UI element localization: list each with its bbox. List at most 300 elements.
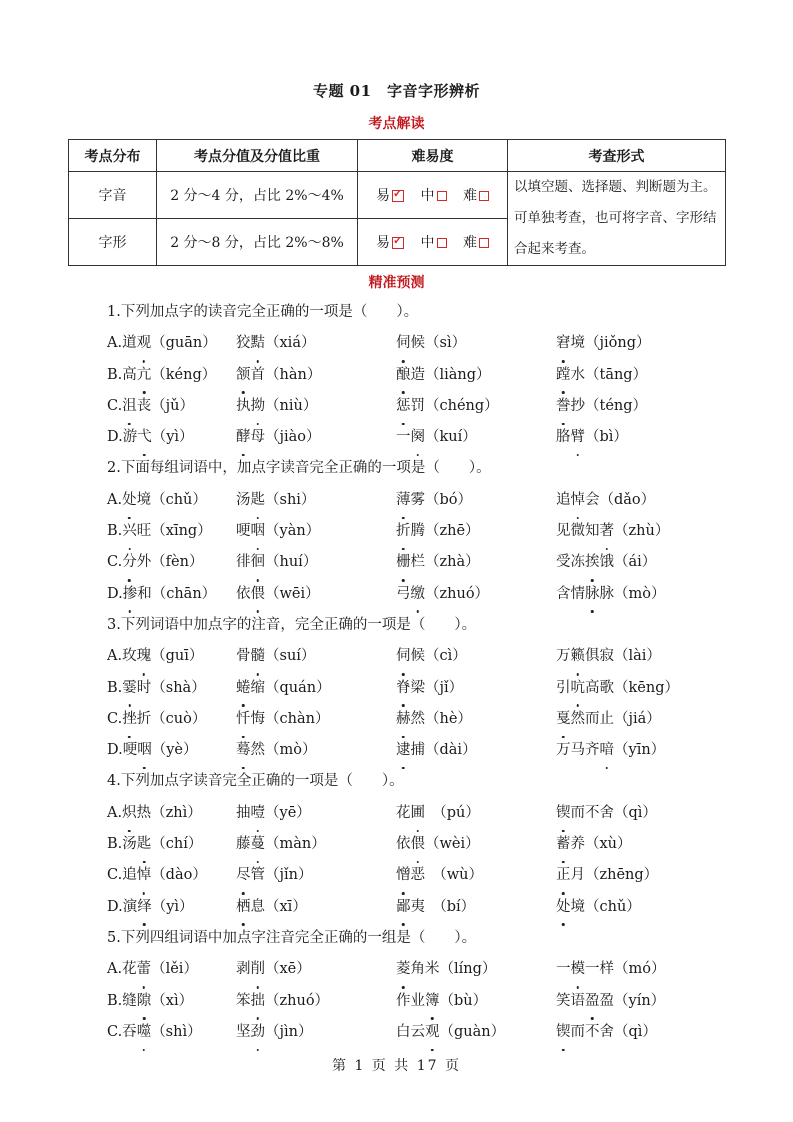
option-item [396,547,480,578]
word-rest-pinyin: 抄（téng） [570,397,648,414]
emphasized-character: 髓 [251,641,266,672]
emphasized-character: 阕 [411,422,426,453]
option-letter: A. [107,804,123,821]
section-heading-prediction: 精准预测 [368,275,425,291]
option-item [107,360,216,391]
option-letter: C. [107,1023,123,1040]
option-item [556,328,650,359]
word-prefix: 演 [122,898,138,915]
option-row [107,986,747,1017]
difficulty-label: 易 [376,188,391,204]
option-item [107,735,198,766]
emphasized-character: 霎 [122,673,137,704]
option-item [107,829,202,860]
word-rest-pinyin: 息（xī） [250,898,307,915]
option-item [107,485,207,516]
option-item [236,829,326,860]
emphasized-character: 拗 [251,391,266,422]
checked-box-icon[interactable] [392,237,404,249]
option-row [107,391,747,422]
option-item [556,673,679,704]
option-item [396,1017,505,1048]
emphasized-character: 沮 [122,391,137,422]
word-prefix: 一 [556,961,571,978]
word-prefix: 受冻 [556,554,585,571]
option-letter: B. [107,366,123,383]
option-item [396,860,483,891]
emphasized-character: 偎 [411,829,426,860]
emphasized-character: 劲 [251,1017,266,1048]
option-item [236,1017,312,1048]
option-item [556,1017,657,1048]
emphasized-character: 栖 [236,892,251,923]
option-item [556,986,665,1017]
word-rest-pinyin: （xē） [265,961,311,978]
empty-box-icon[interactable] [479,238,489,248]
option-letter: A. [107,648,123,665]
option-item [556,485,655,516]
word-rest-pinyin: 母（jiào） [250,429,321,446]
emphasized-character: 酵 [236,422,251,453]
word-rest-pinyin: （màn） [265,836,326,853]
option-item [556,360,647,391]
emphasized-character: 喑 [600,735,615,766]
score-cell: 2 分～4 分，占比 2%～4% [157,172,358,219]
header-topic: 考点分布 [69,140,157,172]
emphasized-character: 戛 [556,704,571,735]
option-letter: C. [107,554,123,571]
word-rest-pinyin: （bì） [585,429,628,446]
empty-box-icon[interactable] [479,191,489,201]
option-row [107,954,747,985]
header-score: 考点分值及分值比重 [157,140,358,172]
difficulty-cell [358,172,508,219]
emphasized-character: 尽 [236,860,251,891]
page-footer: 第 1 页 共 17 页 [332,1058,461,1074]
option-letter: A. [107,491,123,508]
option-row [107,735,747,766]
emphasized-character: 盈 [585,986,600,1017]
document-title: 专题 01 字音字形辨析 [312,82,481,100]
option-item [556,704,661,735]
word-rest-pinyin: 然（hè） [410,710,472,727]
word-prefix: 汤 [122,836,137,853]
word-rest-pinyin: （yì） [151,898,194,915]
difficulty-cell [358,219,508,266]
emphasized-character: 著 [600,516,615,547]
word-prefix: 玫 [122,648,137,665]
option-item [556,391,647,422]
word-rest-pinyin: （dào） [151,867,207,884]
option-item [107,986,193,1017]
option-item [236,547,317,578]
word-prefix: 依 [236,585,251,602]
option-item [556,860,658,891]
word-prefix: 坚 [236,1023,251,1040]
option-item [107,673,206,704]
word-rest-pinyin: （xì） [151,992,194,1009]
word-rest-pinyin: 管（jǐn） [250,867,313,884]
word-rest-pinyin: 外（fèn） [136,554,204,571]
emphasized-character: 观 [425,1017,440,1048]
option-letter: B. [107,992,123,1009]
emphasized-character: 咽 [137,735,152,766]
word-rest-pinyin: 俱寂（lài） [585,648,661,665]
empty-box-icon[interactable] [437,191,447,201]
checked-box-icon[interactable] [392,190,404,202]
option-item [107,422,194,453]
option-item [107,516,212,547]
word-rest-pinyin: （zhuó） [265,992,330,1009]
emphasized-character: 处 [556,892,571,923]
word-prefix: 执 [236,397,251,414]
word-prefix: 含情 [556,585,585,602]
emphasized-character: 挫 [122,704,137,735]
word-prefix: 笨 [236,992,251,1009]
emphasized-character: 亢 [137,360,152,391]
difficulty-label: 中 [420,188,435,204]
emphasized-character: 绎 [137,892,152,923]
question-stem: 2.下面每组词语中，加点字读音完全正确的一项是（ ）。 [107,460,491,477]
option-item [556,579,665,610]
option-item [236,422,321,453]
emphasized-character: 正 [556,860,571,891]
word-rest-pinyin: 热（zhì） [136,804,202,821]
option-item [236,391,317,422]
option-item [236,704,329,735]
word-rest-pinyin: 会（dǎo） [585,491,656,508]
option-row [107,704,747,735]
emphasized-character: 脉 [585,579,600,610]
emphasized-character: 观 [137,328,152,359]
option-item [236,516,320,547]
emphasized-character: 蜷 [236,673,251,704]
word-rest-pinyin: 脉（mò） [599,585,666,602]
option-item [236,360,321,391]
word-rest-pinyin: （yì） [151,429,194,446]
emphasized-character: 窘 [556,328,571,359]
emphasized-character: 脊 [396,673,411,704]
word-rest-pinyin: （guàn） [439,1023,506,1040]
word-rest-pinyin: （bù） [439,992,488,1009]
option-item [396,485,472,516]
emphasized-character: 炽 [122,798,137,829]
option-item [396,954,496,985]
topic-cell: 字形 [69,219,157,266]
word-rest-pinyin: 雾（bó） [410,491,473,508]
option-letter: D. [107,429,123,446]
topic-cell: 字音 [69,172,157,219]
option-row [107,360,747,391]
word-rest-pinyin: （shi） [265,491,316,508]
emphasized-character: 锲 [556,1017,571,1048]
emphasized-character: 蓄 [556,829,571,860]
word-rest-pinyin: 月（zhēng） [570,867,659,884]
option-item [396,829,480,860]
word-rest-pinyin: 腾（zhē） [410,523,480,540]
emphasized-character: 匙 [251,485,266,516]
word-rest-pinyin: 罚（chéng） [410,397,499,414]
option-letter: C. [107,867,123,884]
option-item [236,735,316,766]
option-letter: B. [107,523,123,540]
word-rest-pinyin: （lěi） [151,961,198,978]
option-item [107,1017,202,1048]
option-row [107,422,747,453]
emphasized-character: 誊 [556,391,571,422]
word-rest-pinyin: （kuí） [425,429,477,446]
header-difficulty: 难易度 [358,140,508,172]
word-prefix: 花 [122,961,137,978]
word-prefix: 引 [556,679,571,696]
word-rest-pinyin: （yē） [265,804,311,821]
question-stem: 3.下列词语中加点字的注音，完全正确的一项是（ ）。 [107,616,477,633]
word-rest-pinyin: （yè） [151,742,198,759]
word-prefix: 藤 [236,836,251,853]
emphasized-character: 蔓 [251,829,266,860]
word-rest-pinyin: 捕（dài） [410,742,477,759]
emphasized-character: 栅 [396,547,411,578]
option-item [236,954,311,985]
option-letter: A. [107,961,123,978]
emphasized-character: 圃 [411,798,426,829]
word-prefix: 剥 [236,961,251,978]
word-rest-pinyin: 养（xù） [570,836,632,853]
option-item [396,422,477,453]
emphasized-character: 逮 [396,735,411,766]
option-letter: C. [107,397,123,414]
option-item [236,328,315,359]
option-letter: B. [107,679,123,696]
form-cell: 以填空题、选择题、判断题为主。可单独考查，也可将字音、字形结合起来考查。 [508,172,726,266]
empty-box-icon[interactable] [437,238,447,248]
emphasized-character: 处 [122,485,137,516]
option-letter: A. [107,335,123,352]
word-prefix: 白云 [396,1023,425,1040]
option-item [556,516,669,547]
emphasized-character: 酿 [396,360,411,391]
emphasized-character: 憎 [396,860,411,891]
overview-table [68,139,726,266]
emphasized-character: 锲 [556,798,571,829]
word-rest-pinyin: 丧（jǔ） [136,397,195,414]
option-row [107,1017,747,1048]
word-rest-pinyin: 和（chān） [137,585,217,602]
option-item [236,641,315,672]
word-rest-pinyin: （guī） [151,648,204,665]
emphasized-character: 伺 [396,641,411,672]
option-item [107,641,203,672]
word-prefix: 道 [122,335,137,352]
word-rest-pinyin: （zhù） [614,523,670,540]
emphasized-character: 臂 [571,422,586,453]
option-item [396,798,480,829]
option-item [396,892,475,923]
option-row [107,798,747,829]
option-item [236,579,320,610]
word-prefix: 追 [122,867,137,884]
option-row [107,547,747,578]
option-item [107,391,194,422]
emphasized-character: 匙 [137,829,152,860]
emphasized-character: 徊 [251,547,266,578]
option-item [107,328,217,359]
word-rest-pinyin: 梁（jǐ） [410,679,464,696]
word-rest-pinyin: 夷 （bí） [410,898,476,915]
option-row [107,673,747,704]
option-row [107,641,747,672]
option-item [107,704,206,735]
word-rest-pinyin: 境（chǔ） [136,491,207,508]
option-item [556,422,628,453]
emphasized-character: 噎 [251,798,266,829]
option-row [107,516,747,547]
word-prefix: 狡 [236,335,251,352]
word-rest-pinyin: （huí） [265,554,318,571]
option-item [556,798,657,829]
option-item [396,704,472,735]
emphasized-character: 簿 [425,986,440,1017]
word-rest-pinyin: 而不舍（qì） [570,1023,657,1040]
emphasized-character: 挨 [585,547,600,578]
word-rest-pinyin: （zhuó） [425,585,490,602]
option-row [107,829,747,860]
emphasized-character: 忏 [236,704,251,735]
option-item [107,547,203,578]
word-rest-pinyin: （kéng） [151,366,217,383]
word-rest-pinyin: 然而止（jiá） [570,710,661,727]
word-rest-pinyin: （xiá） [265,335,316,352]
emphasized-character: 咽 [251,516,266,547]
word-prefix: 万 [556,648,571,665]
table-header-row [69,140,726,172]
emphasized-character: 伺 [396,328,411,359]
emphasized-character: 悼 [137,860,152,891]
option-letter: C. [107,710,123,727]
word-rest-pinyin: （guān） [151,335,217,352]
word-rest-pinyin: 高歌（kēng） [585,679,679,696]
emphasized-character: 菱 [396,954,411,985]
option-row [107,892,747,923]
word-prefix: 哽 [122,742,138,759]
word-rest-pinyin: 候（sì） [410,335,467,352]
option-item [396,360,491,391]
word-prefix: 万马齐 [556,742,600,759]
emphasized-character: 偎 [251,579,266,610]
word-prefix: 骨 [236,648,251,665]
option-item [236,860,312,891]
word-rest-pinyin: 缩（quán） [250,679,331,696]
emphasized-character: 掺 [123,579,138,610]
word-rest-pinyin: （jìn） [265,1023,313,1040]
difficulty-label: 易 [376,235,391,251]
word-prefix: 徘 [236,554,251,571]
word-rest-pinyin: （niù） [265,397,318,414]
word-prefix: 弓 [396,585,411,602]
word-rest-pinyin: 造（liàng） [410,366,491,383]
section-heading-analysis: 考点解读 [368,116,425,132]
option-item [236,673,331,704]
word-rest-pinyin: 饿（ái） [599,554,657,571]
emphasized-character: 蹚 [556,360,571,391]
option-item [107,798,202,829]
option-item [396,735,477,766]
option-letter: D. [107,742,123,759]
word-rest-pinyin: 时（shà） [136,679,206,696]
emphasized-character: 模 [571,954,586,985]
word-rest-pinyin: （yīn） [614,742,666,759]
word-rest-pinyin: （shì） [151,1023,202,1040]
word-prefix: 一 [396,429,411,446]
word-rest-pinyin: 盈（yín） [599,992,666,1009]
score-cell: 2 分～8 分，占比 2%～8% [157,219,358,266]
word-prefix: 游 [122,429,138,446]
word-rest-pinyin: 然（mò） [250,742,317,759]
word-rest-pinyin: 境（jiǒng） [570,335,651,352]
word-rest-pinyin: 折（cuò） [136,710,207,727]
emphasized-character: 蕾 [137,954,152,985]
option-item [107,860,207,891]
word-rest-pinyin: （wēi） [265,585,320,602]
word-rest-pinyin: 栏（zhà） [410,554,480,571]
word-rest-pinyin: 恶 （wù） [410,867,483,884]
option-item [556,892,641,923]
word-rest-pinyin: 而不舍（qì） [570,804,657,821]
emphasized-character: 黠 [251,328,266,359]
word-prefix: 作业 [396,992,425,1009]
option-item [236,485,315,516]
option-item [236,892,307,923]
option-item [396,986,487,1017]
option-letter: D. [107,585,123,602]
option-item [107,954,198,985]
question-stem: 5.下列四组词语中加点字注音完全正确的一组是（ ）。 [107,929,477,946]
emphasized-character: 缴 [411,579,426,610]
option-row [107,860,747,891]
word-prefix: 见微知 [556,523,600,540]
option-item [107,579,216,610]
word-rest-pinyin: 一样（mó） [585,961,666,978]
word-prefix: 吞 [122,1023,137,1040]
emphasized-character: 颔 [236,360,251,391]
header-form: 考查形式 [508,140,726,172]
option-item [236,986,329,1017]
option-item [556,641,661,672]
emphasized-character: 籁 [571,641,586,672]
option-item [107,892,194,923]
word-rest-pinyin: （pú） [425,804,480,821]
emphasized-character: 拙 [251,986,266,1017]
word-prefix: 缝 [122,992,137,1009]
option-item [396,391,499,422]
option-item [396,328,466,359]
question-stem: 4.下列加点字读音完全正确的一项是（ ）。 [107,773,404,790]
word-rest-pinyin: （yàn） [265,523,321,540]
option-row [107,579,747,610]
emphasized-character: 吭 [571,673,586,704]
word-prefix: 汤 [236,491,251,508]
word-rest-pinyin: 境（chǔ） [570,898,641,915]
difficulty-label: 中 [420,235,435,251]
question-stem: 1.下列加点字的读音完全正确的一项是（ ）。 [107,304,419,320]
word-prefix: 花 [396,804,411,821]
option-item [396,673,463,704]
word-rest-pinyin: （suí） [265,648,316,665]
emphasized-character: 鄙 [396,892,411,923]
emphasized-character: 蓦 [236,735,251,766]
word-rest-pinyin: 旺（xīng） [136,523,212,540]
word-rest-pinyin: （wèi） [425,836,480,853]
